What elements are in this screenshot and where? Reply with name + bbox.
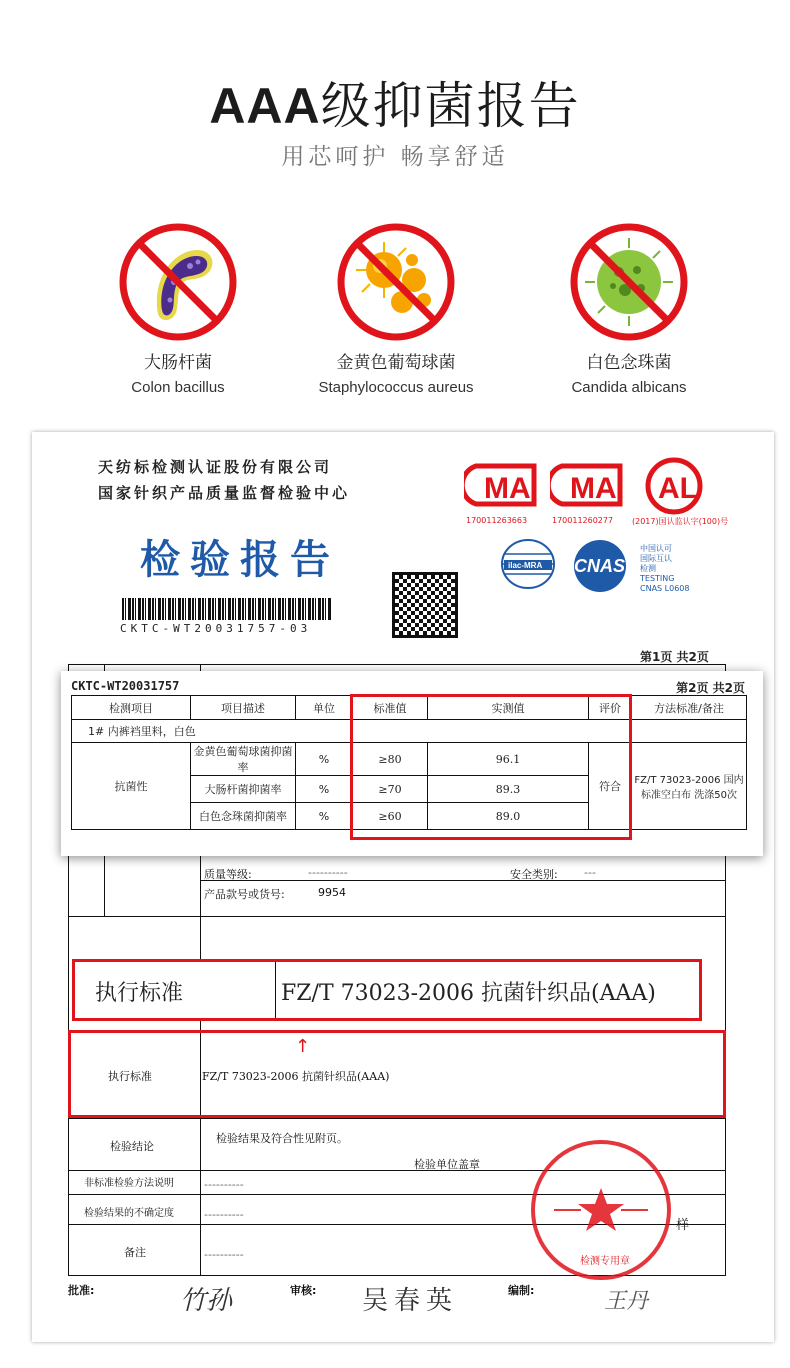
value-cell: 89.0 xyxy=(428,803,589,830)
nonstd-value: ---------- xyxy=(204,1178,244,1191)
callout-page: 第2页 共2页 xyxy=(676,681,745,695)
report-title: 检验报告 xyxy=(140,536,340,583)
conclusion-value: 检验结果及符合性见附页。 xyxy=(216,1132,348,1145)
zoom-exec-value: FZ/T 73023-2006 抗菌针织品(AAA) xyxy=(281,981,656,1006)
bacteria-name-cn: 白色念珠菌 xyxy=(586,353,672,373)
safety-value: --- xyxy=(584,866,596,879)
compile-label: 编制: xyxy=(508,1284,535,1297)
audit-signature: 吴春英 xyxy=(362,1286,459,1316)
ma-code-1: 170011263663 xyxy=(466,516,528,525)
th-value: 实测值 xyxy=(428,696,589,720)
bacteria-name-en: Candida albicans xyxy=(571,379,687,396)
th-unit: 单位 xyxy=(296,696,353,720)
unit-cell: % xyxy=(296,743,353,776)
desc-cell: 金黄色葡萄球菌抑菌率 xyxy=(191,743,296,776)
inspection-report xyxy=(32,432,774,1342)
page-number: 第1页 共2页 xyxy=(640,650,709,664)
staphylococcus-icon xyxy=(336,222,456,342)
sample-row: 1# 内裤裆里料，白色 xyxy=(72,720,747,743)
page-title: AAA级抑菌报告 xyxy=(209,77,581,135)
bacteria-name-cn: 金黄色葡萄球菌 xyxy=(336,353,456,373)
quality-grade-label: 质量等级: xyxy=(204,868,252,881)
approve-signature: 竹孙 xyxy=(180,1286,233,1316)
cal-code: (2017)国认监认字(100)号 xyxy=(632,517,729,526)
cnas-logo-icon xyxy=(564,538,636,594)
desc-cell: 白色念珠菌抑菌率 xyxy=(191,803,296,830)
uncert-label: 检验结果的不确定度 xyxy=(84,1208,174,1219)
bacteria-item-staph xyxy=(286,222,506,396)
bacillus-icon xyxy=(118,222,238,342)
uncert-value: ---------- xyxy=(204,1208,244,1221)
eval-cell: 符合 xyxy=(589,743,632,830)
center-name: 国家针织产品质量监督检验中心 xyxy=(98,484,351,502)
ma-logo-icon xyxy=(464,462,538,508)
svg-text:MA: MA xyxy=(570,472,617,505)
th-desc: 项目描述 xyxy=(191,696,296,720)
remark-value: ---------- xyxy=(204,1248,244,1261)
value-cell: 96.1 xyxy=(428,743,589,776)
company-name: 天纺标检测认证股份有限公司 xyxy=(98,458,333,476)
unit-cell: % xyxy=(296,803,353,830)
audit-label: 审核: xyxy=(290,1284,317,1297)
method-cell: FZ/T 73023-2006 国内标准空白布 洗涤50次 xyxy=(632,743,747,830)
page-subtitle: 用芯呵护 畅享舒适 xyxy=(281,144,509,170)
bacteria-name-en: Staphylococcus aureus xyxy=(318,379,474,396)
bacteria-name-cn: 大肠杆菌 xyxy=(144,353,212,373)
unit-seal-text: 检验单位盖章 xyxy=(414,1158,480,1171)
nonstd-label: 非标准检验方法说明 xyxy=(84,1178,174,1189)
th-eval: 评价 xyxy=(589,696,632,720)
unit-cell: % xyxy=(296,776,353,803)
item-cell: 抗菌性 xyxy=(72,743,191,830)
std-cell: ≥70 xyxy=(353,776,428,803)
callout-doc-no: CKTC-WT20031757 xyxy=(71,679,180,693)
compile-signature: 王丹 xyxy=(604,1289,649,1314)
value-cell: 89.3 xyxy=(428,776,589,803)
th-method: 方法标准/备注 xyxy=(632,696,747,720)
exec-std-zoom xyxy=(72,959,702,1021)
approve-label: 批准: xyxy=(68,1284,95,1297)
svg-text:MA: MA xyxy=(484,472,531,505)
quality-grade-value: ---------- xyxy=(308,866,348,879)
product-no-label: 产品款号或货号: xyxy=(204,888,285,901)
qr-code xyxy=(392,572,458,638)
barcode xyxy=(122,598,332,620)
sample-mark: 样 xyxy=(676,1218,690,1233)
remark-label: 备注 xyxy=(124,1246,146,1259)
std-cell: ≥80 xyxy=(353,743,428,776)
candida-icon xyxy=(569,222,689,342)
product-no-value: 9954 xyxy=(318,886,346,899)
bacteria-item-colon xyxy=(68,222,288,396)
th-item: 检测项目 xyxy=(72,696,191,720)
svg-text:CNAS: CNAS xyxy=(574,556,626,576)
ma-logo-icon xyxy=(550,462,624,508)
th-std: 标准值 xyxy=(353,696,428,720)
seal-sub-text: 检测专用章 xyxy=(580,1256,630,1267)
cal-logo-icon xyxy=(644,456,704,516)
svg-text:AL: AL xyxy=(658,472,698,505)
barcode-text: CKTC-WT20031757-03 xyxy=(120,622,312,635)
exec-std-label: 执行标准 xyxy=(108,1070,152,1083)
desc-cell: 大肠杆菌抑菌率 xyxy=(191,776,296,803)
conclusion-label: 检验结论 xyxy=(110,1140,154,1153)
cnas-text: 中国认可 国际互认 检测 TESTING CNAS L0608 xyxy=(640,544,690,593)
values-highlight xyxy=(350,694,632,840)
up-arrow-icon: ↑ xyxy=(295,1036,311,1057)
bacteria-name-en: Colon bacillus xyxy=(131,379,225,396)
zoom-exec-label: 执行标准 xyxy=(95,981,184,1006)
std-cell: ≥60 xyxy=(353,803,428,830)
exec-std-value: FZ/T 73023-2006 抗菌针织品(AAA) xyxy=(202,1070,390,1083)
exec-std-highlight xyxy=(68,1030,726,1118)
ma-code-2: 170011260277 xyxy=(552,516,614,525)
svg-text:ilac-MRA: ilac-MRA xyxy=(508,561,543,570)
bacteria-item-candida xyxy=(519,222,739,396)
safety-label: 安全类别: xyxy=(510,868,558,881)
ilac-mra-logo-icon xyxy=(498,536,558,592)
